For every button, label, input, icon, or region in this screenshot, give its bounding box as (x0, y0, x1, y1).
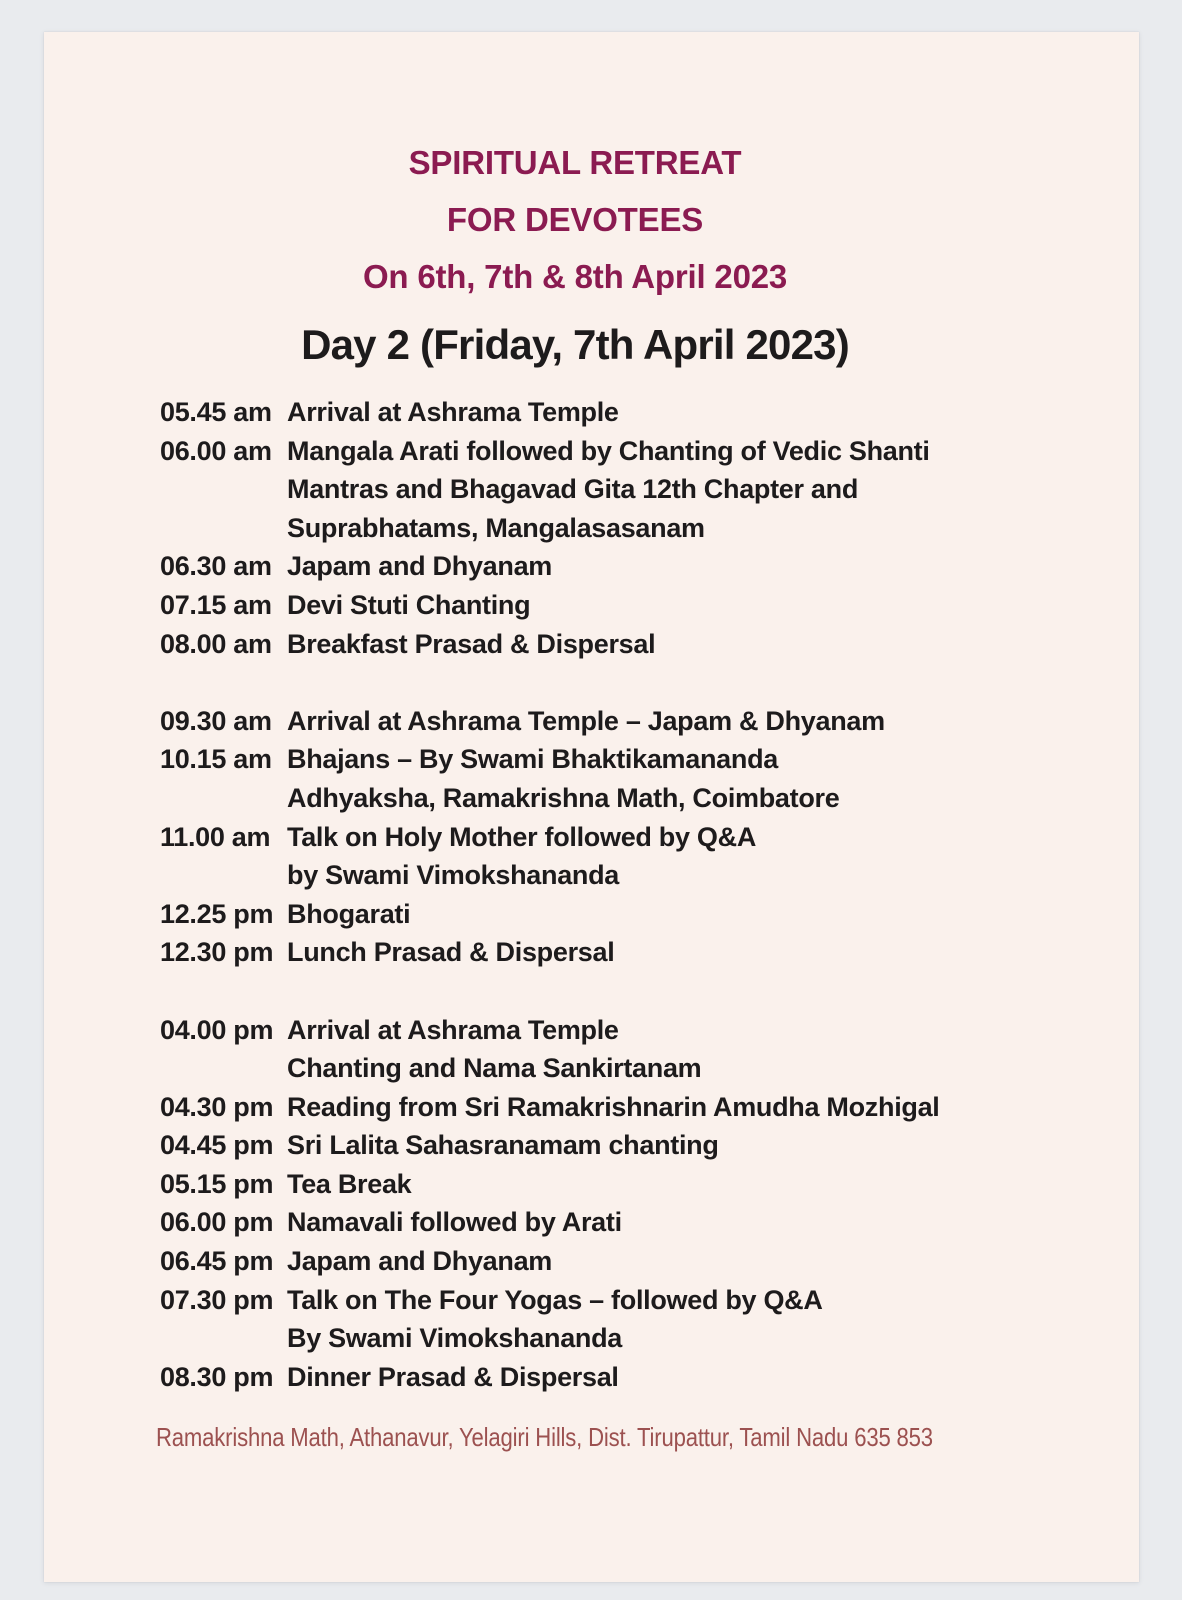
schedule-description-line: Adhyaksha, Ramakrishna Math, Coimbatore (287, 782, 840, 813)
schedule-row (160, 1281, 1139, 1358)
schedule-row (160, 586, 1139, 625)
schedule-description-line: Talk on The Four Yogas – followed by Q&A (287, 1284, 823, 1315)
schedule-description-line: Arrival at Ashrama Temple (287, 1014, 619, 1045)
schedule-description (287, 1126, 719, 1165)
schedule-description (287, 740, 839, 817)
schedule-description (287, 432, 930, 548)
schedule-description (287, 1203, 622, 1242)
schedule-row (160, 625, 1139, 664)
schedule-time: 04.45 pm (160, 1130, 274, 1161)
schedule-row (160, 1165, 1139, 1204)
address-footer: Ramakrishna Math, Athanavur, Yelagiri Hills, Dist. Tirupattur, Tamil Nadu 635 853 (156, 1422, 933, 1453)
schedule-row (160, 547, 1139, 586)
retreat-title-line2: FOR DEVOTEES (446, 201, 704, 238)
schedule-row (160, 702, 1139, 741)
schedule-description (287, 895, 410, 934)
schedule-description-line: Breakfast Prasad & Dispersal (287, 628, 656, 659)
schedule-description-line: By Swami Vimokshananda (287, 1323, 623, 1354)
schedule-description-line: Devi Stuti Chanting (287, 589, 531, 620)
schedule-description (287, 586, 530, 625)
schedule-description (287, 1242, 552, 1281)
schedule-description-line: Suprabhatams, Mangalasasanam (287, 512, 705, 543)
schedule-time: 06.00 am (160, 435, 272, 466)
retreat-title-line1: SPIRITUAL RETREAT (408, 144, 742, 181)
schedule-description (287, 393, 619, 432)
schedule-description (287, 1011, 701, 1088)
schedule-description-line: Japam and Dhyanam (287, 1246, 552, 1277)
schedule-description (287, 1088, 940, 1127)
schedule-time: 10.15 am (160, 744, 272, 775)
schedule-description-line: Japam and Dhyanam (287, 551, 552, 582)
schedule-time: 12.25 pm (160, 898, 274, 929)
schedule-description-line: Arrival at Ashrama Temple (287, 397, 619, 427)
schedule-row (160, 393, 1139, 432)
schedule-time: 05.45 am (160, 397, 272, 427)
schedule-description (287, 547, 552, 586)
schedule-list (160, 393, 1139, 1396)
schedule-time: 08.30 pm (160, 1361, 274, 1392)
schedule-time: 06.00 pm (160, 1207, 274, 1238)
schedule-description (287, 1165, 411, 1204)
schedule-time: 11.00 am (160, 821, 271, 852)
flyer-header (44, 32, 1139, 371)
schedule-section-evening (160, 1011, 1139, 1397)
schedule-row (160, 1126, 1139, 1165)
schedule-description-line: Talk on Holy Mother followed by Q&A (287, 821, 757, 852)
schedule-description-line: Mangala Arati followed by Chanting of Vedic Shanti (287, 435, 930, 466)
schedule-row (160, 818, 1139, 895)
schedule-description (287, 1358, 619, 1397)
schedule-description-line: Lunch Prasad & Dispersal (287, 937, 615, 968)
schedule-description-line: Mantras and Bhagavad Gita 12th Chapter and (287, 474, 859, 505)
schedule-time: 08.00 am (160, 628, 272, 659)
day-heading: Day 2 (Friday, 7th April 2023) (301, 321, 849, 368)
schedule-description (287, 933, 614, 972)
schedule-row (160, 740, 1139, 817)
retreat-dates: On 6th, 7th & 8th April 2023 (362, 258, 788, 295)
schedule-time: 12.30 pm (160, 937, 274, 968)
schedule-section-morning (160, 393, 1139, 663)
schedule-row (160, 1088, 1139, 1127)
schedule-row (160, 1242, 1139, 1281)
schedule-time: 04.30 pm (160, 1091, 274, 1122)
schedule-description-line: Tea Break (287, 1168, 412, 1199)
schedule-row (160, 895, 1139, 934)
schedule-time: 07.15 am (160, 589, 272, 620)
schedule-row (160, 1011, 1139, 1088)
schedule-time: 06.45 pm (160, 1246, 274, 1277)
schedule-description-line: Namavali followed by Arati (287, 1207, 622, 1238)
schedule-row (160, 432, 1139, 548)
schedule-description-line: Dinner Prasad & Dispersal (287, 1361, 619, 1392)
schedule-description-line: Bhajans – By Swami Bhaktikamananda (287, 744, 778, 775)
schedule-row (160, 1203, 1139, 1242)
schedule-time: 06.30 am (160, 551, 272, 582)
schedule-description (287, 702, 885, 741)
schedule-row (160, 1358, 1139, 1397)
schedule-description-line: Arrival at Ashrama Temple – Japam & Dhyanam (287, 705, 885, 736)
schedule-description (287, 1281, 823, 1358)
schedule-description-line: Reading from Sri Ramakrishnarin Amudha Mozhigal (287, 1091, 940, 1122)
schedule-time: 07.30 pm (160, 1284, 274, 1315)
schedule-description-line: Sri Lalita Sahasranamam chanting (287, 1130, 719, 1161)
schedule-description-line: by Swami Vimokshananda (287, 860, 620, 891)
schedule-time: 05.15 pm (160, 1168, 274, 1199)
schedule-row (160, 933, 1139, 972)
schedule-time: 04.00 pm (160, 1014, 274, 1045)
schedule-description-line: Bhogarati (287, 898, 411, 929)
schedule-time: 09.30 am (160, 705, 272, 736)
schedule-description-line: Chanting and Nama Sankirtanam (287, 1053, 702, 1084)
schedule-description (287, 818, 756, 895)
retreat-flyer-page (44, 32, 1139, 1582)
schedule-section-midday (160, 702, 1139, 972)
schedule-description (287, 625, 655, 664)
